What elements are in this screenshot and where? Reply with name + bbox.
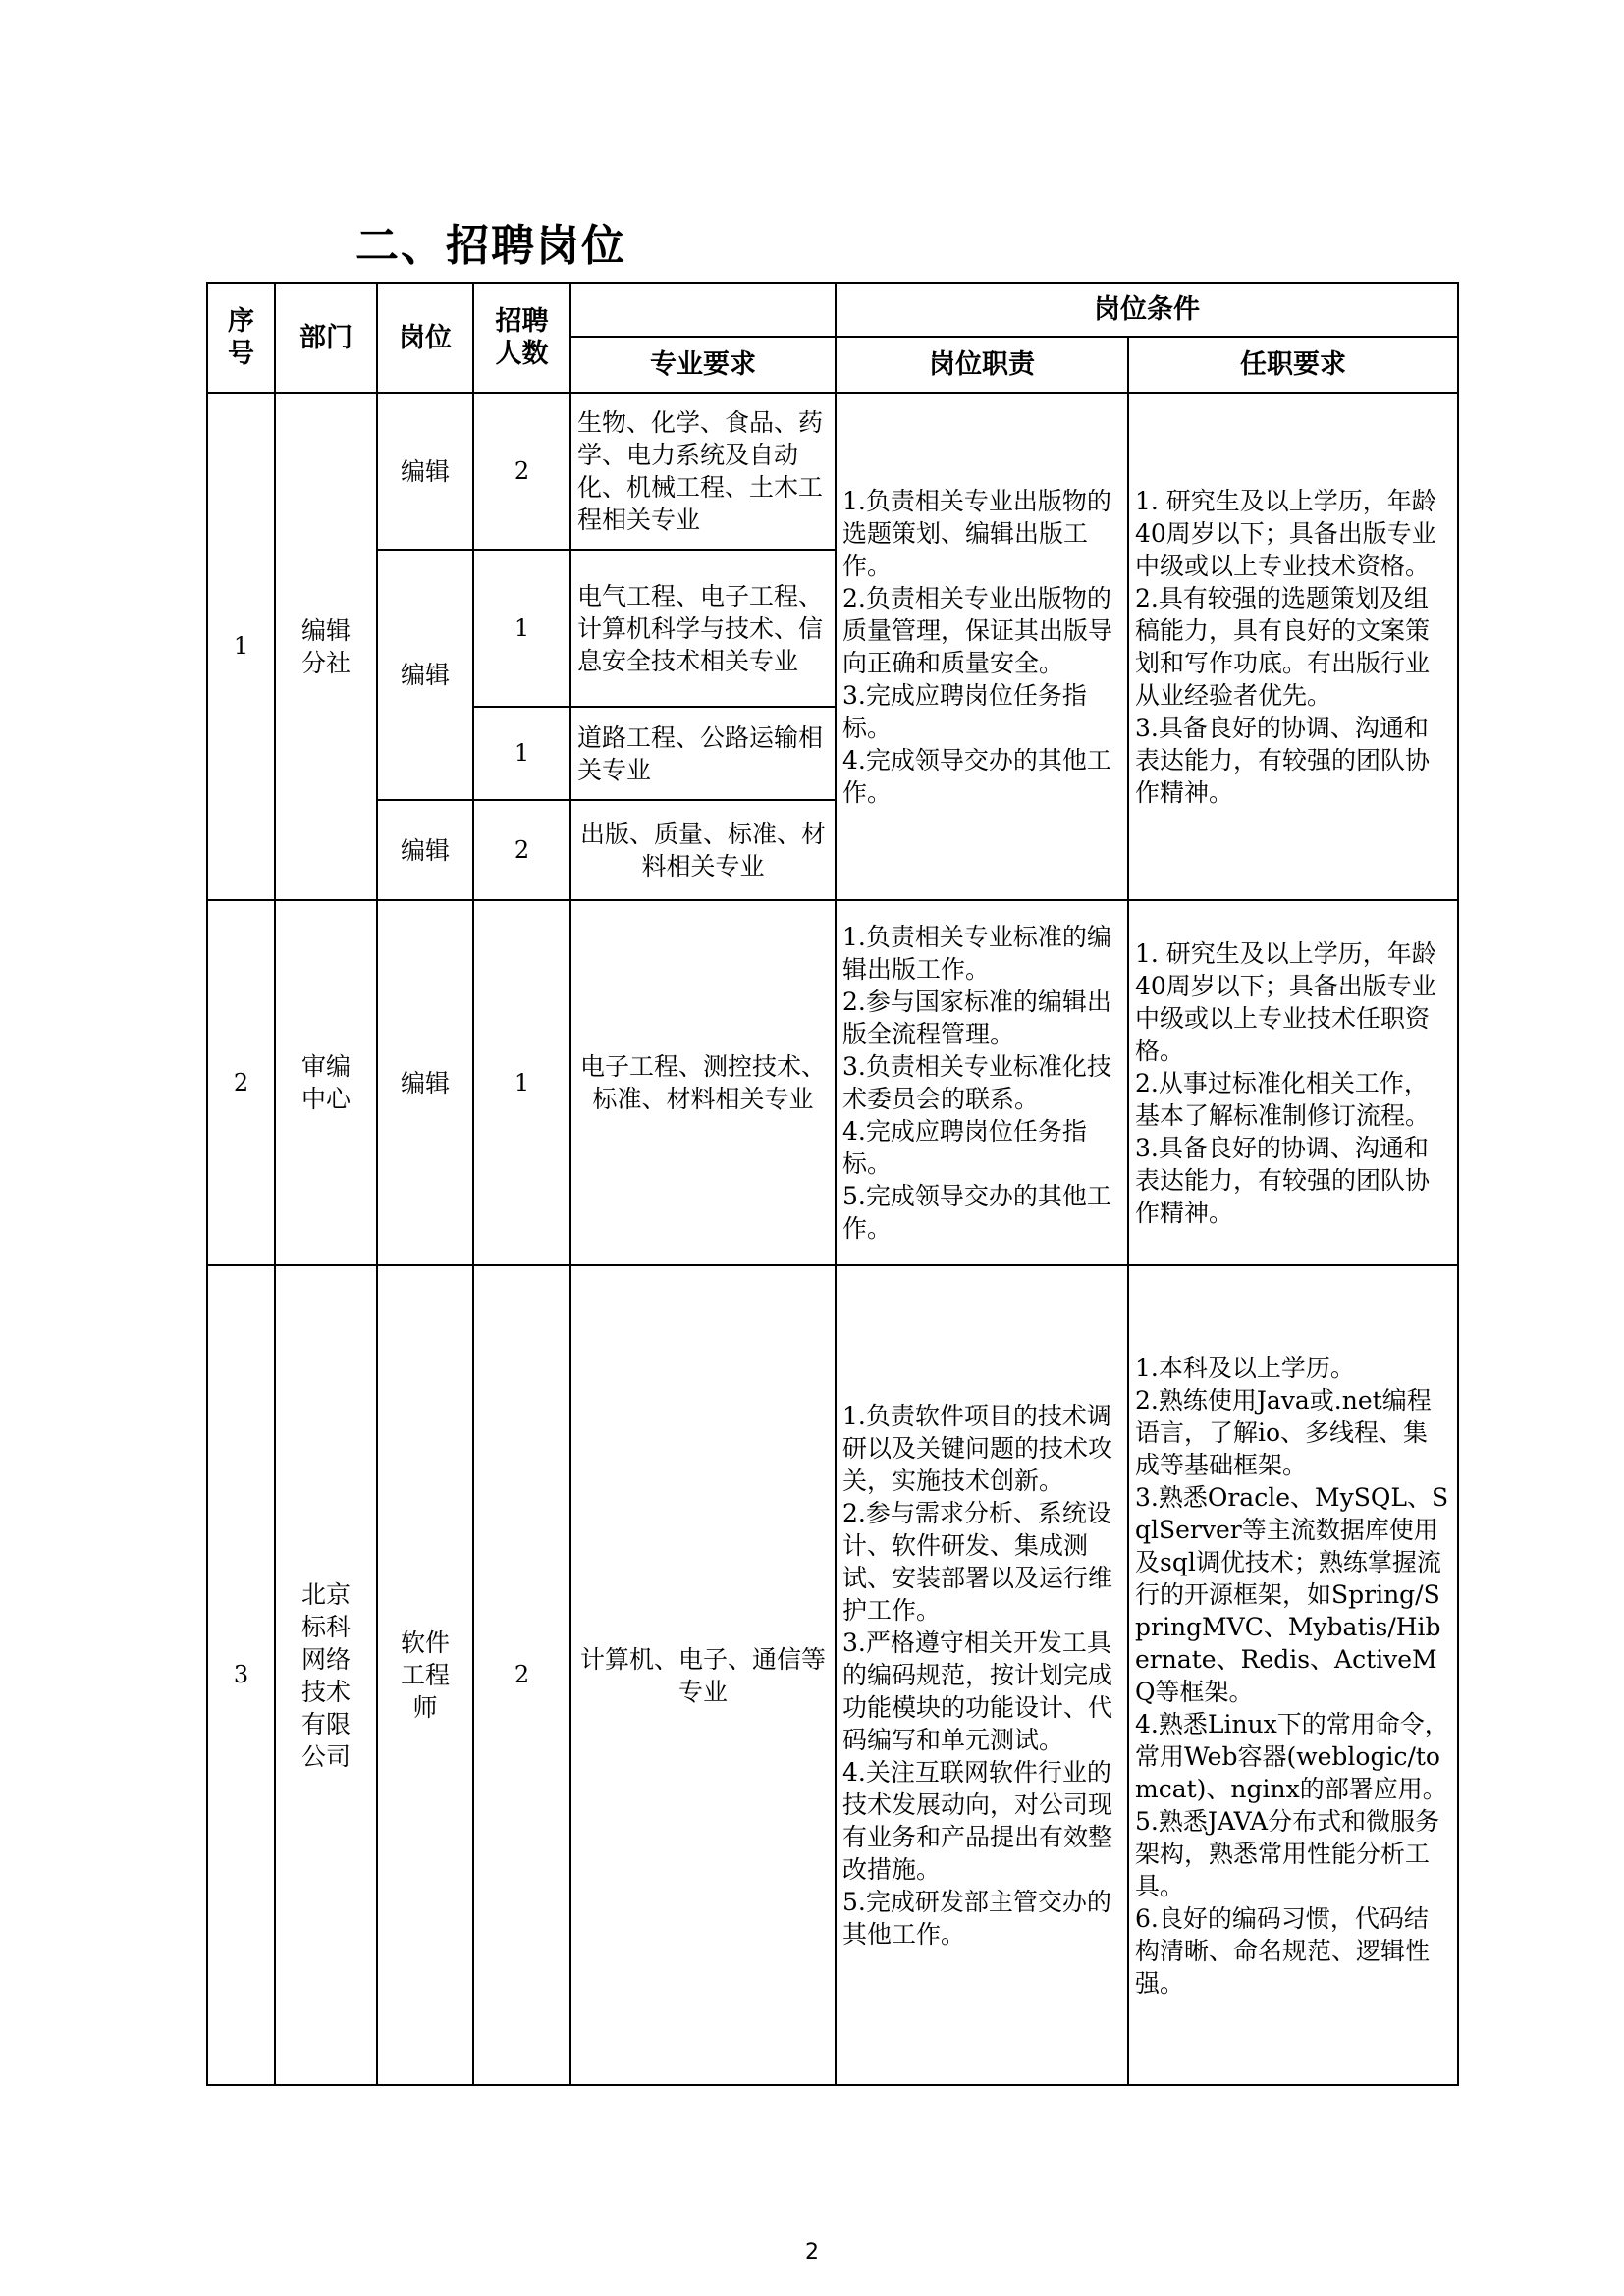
duty-item: 1.负责相关专业出版物的选题策划、编辑出版工作。 [842,486,1111,580]
row-seq: 2 [207,900,275,1265]
header-seq: 序号 [207,283,275,393]
requirement-item: 3.具备良好的协调、沟通和表达能力，有较强的团队协作精神。 [1135,1133,1431,1227]
requirement-item: 6.良好的编码习惯，代码结构清晰、命名规范、逻辑性强。 [1135,1903,1431,1998]
row-post: 编辑 [377,393,473,550]
row-post: 编辑 [377,800,473,900]
header-post: 岗位 [377,283,473,393]
row-major: 电气工程、电子工程、计算机科学与技术、信息安全技术相关专业 [570,550,836,707]
duty-item: 4.完成领导交办的其他工作。 [842,745,1111,807]
row-major: 道路工程、公路运输相关专业 [570,707,836,800]
page-number: 2 [805,2240,819,2265]
row-count: 1 [473,900,570,1265]
table-row [207,900,1458,1265]
duty-item: 2.参与国家标准的编辑出版全流程管理。 [842,988,1111,1048]
header-major: 专业要求 [570,337,836,393]
row-dept: 编辑分社 [275,393,377,900]
duty-item: 3.严格遵守相关开发工具的编码规范，按计划完成功能模块的功能设计、代码编写和单元测试。 [842,1629,1113,1754]
row-seq: 1 [207,393,275,900]
requirement-item: 5.熟悉JAVA分布式和微服务架构，熟悉常用性能分析工具。 [1135,1806,1440,1900]
row-post: 软件工程师 [377,1265,473,2085]
row-duties [836,393,1128,900]
requirement-item: 4.熟悉Linux下的常用命令，常用Web容器(weblogic/tomcat)、nginx的部署应用。 [1135,1709,1449,1803]
header-requirements: 任职要求 [1128,337,1458,393]
row-duties [836,1265,1128,2085]
duty-item: 3.负责相关专业标准化技术委员会的联系。 [842,1052,1111,1113]
duty-item: 5.完成研发部主管交办的其他工作。 [842,1888,1111,1949]
row-requirements [1128,393,1458,900]
row-count: 1 [473,550,570,707]
row-count: 2 [473,1265,570,2085]
table-row [207,393,1458,550]
row-major: 出版、质量、标准、材料相关专业 [570,800,836,900]
duty-item: 3.完成应聘岗位任务指标。 [842,680,1087,742]
requirement-item: 1. 研究生及以上学历，年龄40周岁以下；具备出版专业中级或以上专业技术任职资格。 [1135,938,1436,1065]
duty-item: 2.负责相关专业出版物的质量管理，保证其出版导向正确和质量安全。 [842,583,1113,677]
row-major: 生物、化学、食品、药学、电力系统及自动化、机械工程、土木工程相关专业 [570,393,836,550]
requirement-item: 1. 研究生及以上学历，年龄40周岁以下；具备出版专业中级或以上专业技术资格。 [1135,486,1436,580]
requirement-item: 2.具有较强的选题策划及组稿能力，具有良好的文案策划和写作功底。有出版行业从业经验者优先。 [1135,583,1431,710]
row-major: 电子工程、测控技术、标准、材料相关专业 [570,900,836,1265]
recruitment-table [206,282,1459,2086]
table-row [207,1265,1458,2085]
requirement-item: 1.本科及以上学历。 [1135,1353,1355,1382]
row-post: 编辑 [377,550,473,800]
row-seq: 3 [207,1265,275,2085]
header-duties: 岗位职责 [836,337,1128,393]
row-requirements [1128,900,1458,1265]
row-dept: 审编中心 [275,900,377,1265]
duty-item: 2.参与需求分析、系统设计、软件研发、集成测试、安装部署以及运行维护工作。 [842,1499,1113,1625]
row-count: 2 [473,800,570,900]
row-post: 编辑 [377,900,473,1265]
row-count: 2 [473,393,570,550]
header-conditions: 岗位条件 [836,283,1458,337]
page-title: 二、招聘岗位 [355,221,626,271]
requirement-item: 2.熟练使用Java或.net编程语言，了解io、多线程、集成等基础框架。 [1135,1385,1432,1479]
row-duties [836,900,1128,1265]
header-blank [570,283,836,337]
row-dept: 北京标科网络技术有限公司 [275,1265,377,2085]
row-count: 1 [473,707,570,800]
duty-item: 1.负责软件项目的技术调研以及关键问题的技术攻关，实施技术创新。 [842,1402,1113,1495]
duty-item: 4.完成应聘岗位任务指标。 [842,1117,1087,1178]
requirement-item: 2.从事过标准化相关工作，基本了解标准制修订流程。 [1135,1068,1431,1130]
duty-item: 1.负责相关专业标准的编辑出版工作。 [842,923,1111,984]
header-count: 招聘人数 [473,283,570,393]
row-major: 计算机、电子、通信等专业 [570,1265,836,2085]
duty-item: 4.关注互联网软件行业的技术发展动向，对公司现有业务和产品提出有效整改措施。 [842,1758,1113,1884]
header-dept: 部门 [275,283,377,393]
duty-item: 5.完成领导交办的其他工作。 [842,1182,1111,1243]
row-requirements [1128,1265,1458,2085]
requirement-item: 3.熟悉Oracle、MySQL、SqlServer等主流数据库使用及sql调优技术；熟练掌握流行的开源框架，如Spring/SpringMVC、Mybatis/Hibernate、Redis、ActiveMQ等框架。 [1135,1482,1449,1706]
header-row-1 [207,283,1458,337]
requirement-item: 3.具备良好的协调、沟通和表达能力，有较强的团队协作精神。 [1135,713,1431,807]
